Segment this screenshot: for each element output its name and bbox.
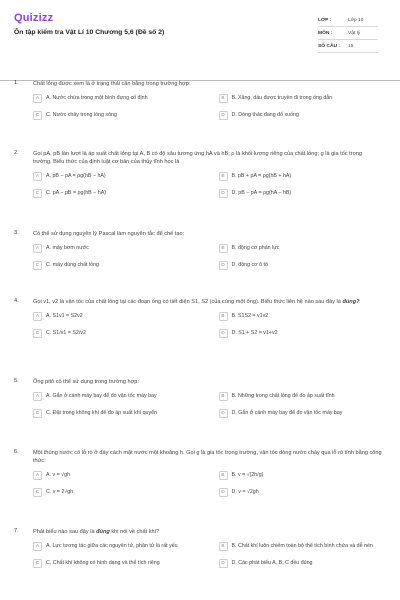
question-number: 4. [14,298,19,304]
quiz-meta [318,14,378,53]
option-c[interactable] [33,559,197,570]
option-a[interactable] [33,471,197,482]
option-text: C. Nước chảy trong lòng sông [46,112,117,118]
option-a[interactable] [33,392,197,403]
options [33,542,382,570]
option-letter: A [33,244,42,253]
option-a[interactable] [33,542,197,553]
meta-key: LỚP : [318,17,332,23]
option-a[interactable] [33,312,197,323]
question-3 [14,230,382,272]
option-letter: C [33,189,42,198]
option-text: D. pB − pA = ρg(hA − hB) [231,190,292,196]
option-c[interactable] [33,189,197,200]
option-a[interactable] [33,172,197,183]
option-letter: C [33,261,42,270]
option-c[interactable] [33,111,197,122]
question-2 [14,150,382,200]
question-4 [14,298,382,340]
options [33,312,382,340]
option-letter: A [33,471,42,480]
option-letter: D [219,559,228,568]
meta-row-subject [318,27,378,40]
option-letter: A [33,392,42,401]
option-text: D. Gắn ở cánh máy bay để đo vận tốc máy bay [231,410,343,416]
option-b[interactable] [219,542,383,553]
question-text-main: Phát biểu nào sau đây là [33,529,95,535]
option-letter: B [219,542,228,551]
option-letter: D [219,111,228,120]
options [33,471,382,499]
question-text [33,298,382,306]
option-text: A. máy bơm nước [46,245,89,251]
option-d[interactable] [219,111,383,122]
option-letter: A [33,172,42,181]
option-c[interactable] [33,488,197,499]
option-letter: C [33,329,42,338]
option-text: B. Chất khí luôn chiếm toàn bộ thể tích bình chứa và dễ nén [231,543,373,549]
meta-value: 15 [348,43,354,49]
option-d[interactable] [219,329,383,340]
question-text: Gọi pA, pB lần lượt là áp suất chất lỏng tại A, B có độ sâu tương ứng hA và hB; ρ là khối lượng riêng của chất lỏng; g là gia tốc trọng trường. Biểu thức của định luật cơ bản của thủy tĩnh học là [33,151,362,165]
options [33,94,382,122]
option-letter: C [33,559,42,568]
question-text-main: Gọi v1, v2 là vận tốc của chất lỏng tại các đoạn ống có tiết diện S1, S2 (của cùng một ống). Biểu thức liên hệ nào sau đây là [33,299,341,305]
option-letter: D [219,409,228,418]
meta-row-count [318,40,378,53]
question-text: Chất lỏng được xem là ở trạng thái cân bằng trong trường hợp: [33,81,191,87]
option-text: C. Đặt trong không khí để đo áp suất khí quyển [46,410,158,416]
question-text [33,528,382,536]
option-text: D. động cơ ô tô [231,262,268,268]
meta-key: SỐ CÂU : [318,43,341,49]
option-text: B. pB + pA = ρg(hB + hA) [231,173,292,179]
question-text: Có thể sử dụng nguyên lý Pascal làm nguyên tắc để chế tạo: [33,231,185,237]
option-b[interactable] [219,471,383,482]
option-c[interactable] [33,329,197,340]
option-d[interactable] [219,559,383,570]
quiz-title: Ôn tập kiểm tra Vật Lí 10 Chương 5,6 (Đề số 2) [14,29,165,36]
option-text: C. Chất khí không có hình dạng và thể tích riêng [46,560,160,566]
option-text: D. Các phát biểu A, B, C đều đúng [231,560,313,566]
option-letter: B [219,94,228,103]
option-b[interactable] [219,392,383,403]
question-emphasis: đúng? [342,299,360,305]
option-d[interactable] [219,261,383,272]
option-text: B. Những trong chất lỏng để đo áp suất tĩnh [231,393,335,399]
question-number: 3. [14,230,19,236]
option-b[interactable] [219,94,383,105]
option-d[interactable] [219,409,383,420]
question-text: Ống pitô có thể sử dụng trong trường hợp: [33,379,139,385]
option-text: B. Xăng, dầu được truyền đi trong ống dẫn [231,95,333,101]
option-letter: B [219,312,228,321]
question-7 [14,528,382,570]
option-letter: D [219,261,228,270]
option-c[interactable] [33,409,197,420]
meta-key: MÔN : [318,30,333,36]
option-letter: B [219,471,228,480]
option-text: D. Dòng thác đang đổ xuống [231,112,299,118]
option-letter: B [219,172,228,181]
meta-row-class [318,14,378,27]
quizizz-logo: Quizizz [14,12,54,24]
option-letter: C [33,111,42,120]
option-letter: A [33,94,42,103]
option-text: A. S1v1 = S2v2 [46,313,83,319]
question-1 [14,80,382,122]
option-c[interactable] [33,261,197,272]
question-number: 2. [14,150,19,156]
options [33,392,382,420]
option-text: C. v = 2√gh [46,489,74,495]
question-emphasis: đúng [96,529,110,535]
question-number: 6. [14,449,19,455]
option-b[interactable] [219,172,383,183]
option-d[interactable] [219,189,383,200]
option-text: D. v = √2gh [231,489,259,495]
option-text: B. động cơ phản lực [231,245,280,251]
option-text: A. v = √gh [46,472,70,478]
option-text: B. S1S2 = v1v2 [231,313,269,319]
option-text: B. v = √(2h/g) [231,472,264,478]
question-text-after: khi nói về chất khí? [111,529,160,535]
meta-value: Lớp 10 [348,17,364,23]
option-text: A. Lực tương tác giữa các nguyên tử, phân tử là rất yếu [46,543,178,549]
option-text: A. pB − pA = ρg(hB − hA) [46,173,106,179]
option-letter: D [219,189,228,198]
meta-value: Vật lý [348,30,361,36]
option-letter: D [219,488,228,497]
question-text: Một thùng nước có lỗ rò ở đáy cách mặt nước một khoảng h. Gọi g là gia tốc trọng trường, vận tốc dòng nước chảy qua lỗ rò tính bằng công thức: [33,450,382,464]
option-letter: A [33,312,42,321]
option-letter: B [219,392,228,401]
option-letter: C [33,488,42,497]
option-b[interactable] [219,312,383,323]
option-letter: A [33,542,42,551]
option-text: C. S1/v1 = S2/v2 [46,330,86,336]
options [33,244,382,272]
options [33,172,382,200]
option-letter: B [219,244,228,253]
option-a[interactable] [33,244,197,255]
option-text: C. pA − pB = ρg(hB − hA) [46,190,106,196]
question-number: 7. [14,528,19,534]
option-b[interactable] [219,244,383,255]
option-letter: D [219,329,228,338]
option-text: A. Nước chứa trong một bình đựng cố định [46,95,148,101]
option-text: A. Gắn ở cánh máy bay để đo vận tốc máy bay [46,393,157,399]
option-text: C. máy dùng chất lỏng [46,262,99,268]
question-number: 5. [14,378,19,384]
option-letter: C [33,409,42,418]
question-6 [14,449,382,499]
option-text: D. S1 + S2 = v1+v2 [231,330,278,336]
option-d[interactable] [219,488,383,499]
question-5 [14,378,382,420]
option-a[interactable] [33,94,197,105]
question-number: 1. [14,80,19,86]
worksheet-header [14,12,386,72]
